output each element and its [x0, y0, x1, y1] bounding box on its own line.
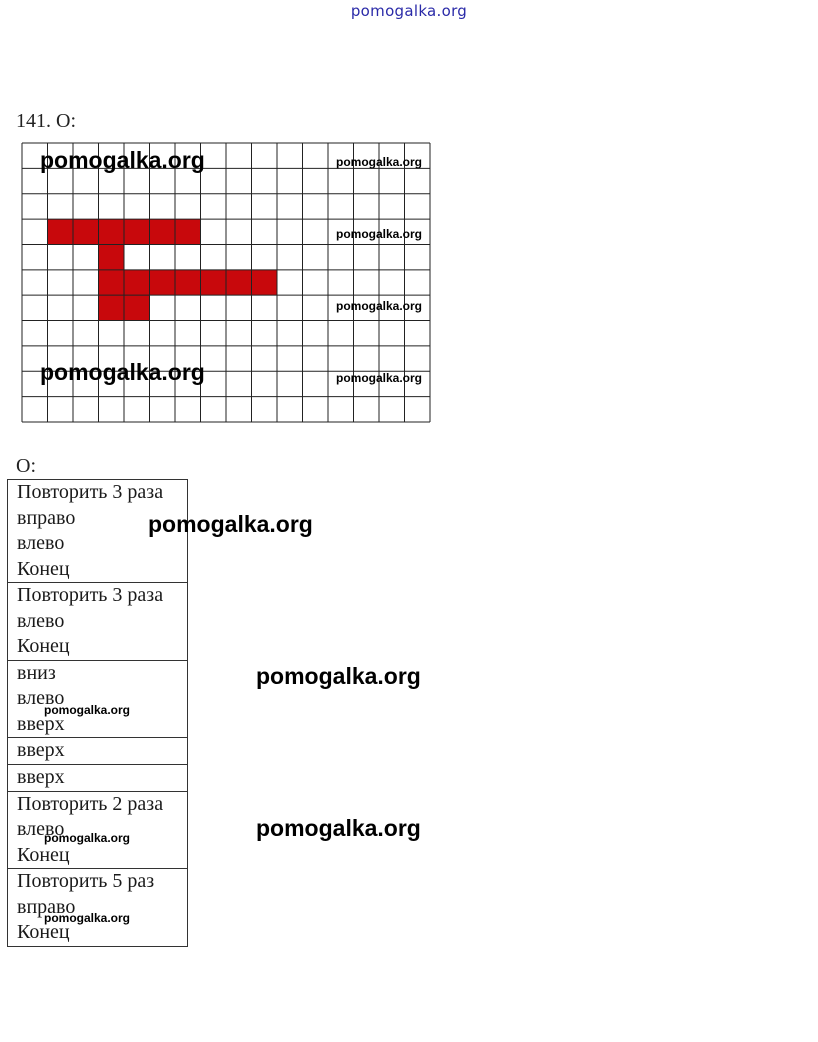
filled-cell — [124, 295, 150, 320]
command-block — [8, 660, 188, 738]
filled-cell — [48, 219, 74, 244]
filled-cell — [73, 219, 99, 244]
filled-cell — [201, 270, 227, 295]
filled-cell — [226, 270, 252, 295]
filled-cell — [175, 219, 201, 244]
command-line: влево — [17, 609, 65, 632]
filled-cell — [252, 270, 278, 295]
command-line: вверх — [17, 765, 65, 788]
command-line: Конец — [17, 843, 70, 866]
watermark-text: pomogalka.org — [336, 371, 423, 385]
command-line: Конец — [17, 921, 70, 943]
command-line: вверх — [17, 739, 65, 761]
command-line: вправо — [17, 506, 76, 529]
command-line: влево — [17, 818, 65, 840]
watermark-text: pomogalka.org — [148, 511, 313, 537]
command-line: вправо — [17, 895, 76, 918]
watermark-text: pomogalka.org — [336, 227, 423, 241]
watermark-text: pomogalka.org — [44, 703, 131, 717]
command-line: Повторить 5 раз — [17, 870, 155, 892]
filled-cell — [175, 270, 201, 295]
command-block — [8, 791, 188, 869]
command-line: влево — [17, 687, 65, 709]
watermark-text: pomogalka.org — [256, 663, 421, 689]
command-line: вверх — [17, 712, 65, 735]
filled-cell — [99, 244, 125, 269]
command-line: Конец — [17, 635, 70, 657]
command-block — [8, 869, 188, 947]
command-line: влево — [17, 532, 65, 554]
command-line: Повторить 2 раза — [17, 792, 164, 815]
watermark-text: pomogalka.org — [336, 299, 423, 313]
filled-cell — [99, 295, 125, 320]
top-watermark: pomogalka.org — [350, 2, 468, 20]
filled-cell — [124, 270, 150, 295]
filled-cell — [124, 219, 150, 244]
filled-cell — [150, 270, 176, 295]
command-block — [8, 738, 188, 765]
watermark-text: pomogalka.org — [44, 831, 131, 845]
watermark-text: pomogalka.org — [256, 815, 421, 841]
filled-cell — [99, 270, 125, 295]
command-block — [8, 764, 188, 791]
task-number-label: 141. О: — [16, 110, 76, 132]
watermark-text: pomogalka.org — [336, 155, 423, 169]
command-line: Повторить 3 раза — [17, 584, 164, 606]
watermark-text: pomogalka.org — [40, 147, 205, 173]
watermark-text: pomogalka.org — [44, 911, 131, 925]
command-line: Повторить 3 раза — [17, 481, 164, 503]
answer-label: О: — [16, 455, 36, 477]
filled-cell — [150, 219, 176, 244]
command-line: Конец — [17, 557, 70, 580]
command-block — [8, 583, 188, 661]
filled-cell — [99, 219, 125, 244]
command-line: вниз — [17, 661, 56, 684]
watermark-text: pomogalka.org — [40, 359, 205, 385]
